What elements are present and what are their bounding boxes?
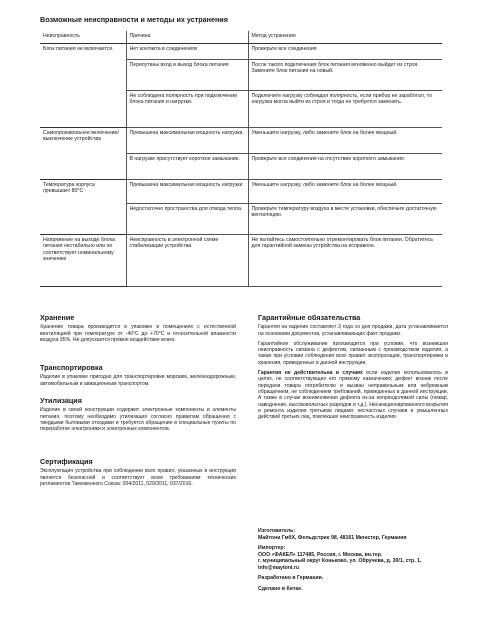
page-title: Возможные неисправности и методы их устранения <box>40 15 228 24</box>
header-fix: Метод устранения <box>248 31 442 43</box>
cause-cell: В нагрузке присутствует короткое замыкание. <box>126 153 248 179</box>
transport-text: Изделие в упаковке пригодно для транспортировки морским, железнодорожным, автомобильным и авиационным транспортом. <box>40 374 236 387</box>
table-row <box>40 179 442 203</box>
cause-cell: Превышена максимальная мощность нагрузки <box>126 179 248 203</box>
importer-address-line1: ООО «ФАКЕЛ» 117485, Россия, г. Москва, вн.тер. <box>258 551 383 558</box>
warranty-text-2: Гарантийное обслуживание производится при условии, что возникшая неисправность связана с дефектом, связанным с производством изделия, а также при условии соблюдения всех правил эксплуатации, транспортировки и хранения, приведенных в данной инструкции. <box>258 340 448 366</box>
transport-heading: Транспортировка <box>40 363 103 372</box>
fault-cell: Температура корпуса превышает 80°С <box>40 179 126 234</box>
importer-email: info@maytoni.ru <box>258 564 300 571</box>
storage-text: Хранение товара производится в упаковке в помещениях с естественной вентиляцией при температуре от -40°С до +70°С и относительной влажности воздуха 95%. Не допускается прямое воздействие влаги. <box>40 324 236 343</box>
certification-heading: Сертификация <box>40 457 93 466</box>
fix-cell: Проверьте все соединения на отсутствие короткого замыкания. <box>248 153 442 179</box>
table-row <box>40 234 442 286</box>
storage-heading: Хранение <box>40 313 75 322</box>
certification-text: Эксплуатация устройства при соблюдении всех правил, указанных в инструкции является безопасной и соответствует всем требованиям технических регламентов Таможенного Союза: 004/2011, 020/2011, 037/2016. <box>40 468 236 487</box>
manufacturer-address: Майтони ГмбХ, Фельдстрие 98, 48161 Мюнстер, Германия <box>258 534 407 541</box>
storage-section <box>40 315 236 347</box>
table-header-row <box>40 31 442 43</box>
warranty-exclusions-text: если изделие использовалось в целях, не соответствующих его прямому назначению; дефект возник после передачи товара потребителю и вызван неправильным или небрежным обращением, не соблюдением требований, приведенных в данной инструкции. А также в случае возникновения дефекта из-за непреодолимой силы (пожар, наводнение, высоковольтных разрядов и т.д.). Несанкционированного вскрытия и ремонта изделия третьими лицами; несчастных случаев и умышленных действий третьих лиц, повлекших неисправность изделия. <box>258 370 448 421</box>
warranty-text-1: Гарантия на изделие составляет 3 года со дня продажи, дата устанавливается на основании документов, устанавливающих факт продажи. <box>258 324 448 337</box>
fix-cell: Проверьте все соединения <box>248 43 442 59</box>
fault-cell: Напряжение на выходе блока питания нестабильно или не соответствует номинальному значению <box>40 234 126 286</box>
cause-cell: Превышена максимальная мощность нагрузки. <box>126 127 248 153</box>
made-in: Сделано в Китае. <box>258 585 303 592</box>
manufacturer-label: Изготовитель: <box>258 528 296 534</box>
fix-cell: Не пытайтесь самостоятельно отремонтировать блок питания. Обратитесь для гарантийной замены устройства на исправное. <box>248 234 442 286</box>
header-cause: Причина <box>126 31 248 43</box>
developed-in: Разработано в Германии. <box>258 575 324 581</box>
fix-cell: Подключите нагрузку соблюдая полярность, если прибор не заработал, то нагрузка могла выйти из строя и тогда ее требуется заменить. <box>248 90 442 127</box>
warranty-text-3 <box>258 370 448 420</box>
importer-address-line2: г. муниципальный округ Коньково, ул. Обручева, д. 30/1, стр. 1, <box>258 558 422 564</box>
disposal-section <box>40 398 236 436</box>
header-fault: Неисправность <box>40 31 126 43</box>
warranty-heading: Гарантийные обязательства <box>258 313 361 322</box>
certification-section <box>40 459 236 491</box>
transport-section <box>40 365 236 391</box>
cause-cell: Неисправность в электронной схеме стабилизации устройства <box>126 234 248 286</box>
warranty-exclusions-label: Гарантия не действительна в случаях <box>258 370 363 377</box>
cause-cell: Недостаточно пространства для отвода тепла. <box>126 203 248 234</box>
table-row <box>40 43 442 59</box>
cause-cell: Перепутаны вход и выход блока питания <box>126 59 248 90</box>
cause-cell: Не соблюдена полярность при подключении блока питания и нагрузки. <box>126 90 248 127</box>
importer-label: Импортер: <box>258 545 286 551</box>
fix-cell: После такого подключения блок питания мгновенно выйдет из строя. Замените блок питания на новый. <box>248 59 442 90</box>
cause-cell: Нет контакта в соединениях <box>126 43 248 59</box>
fix-cell: Уменьшите нагрузку, либо замените блок на более мощный. <box>248 127 442 153</box>
fault-cell: Блок питания не включается. <box>40 43 126 127</box>
disposal-text: Изделие в своей конструкции содержит электронные компоненты и элементы питания, поэтому необходимо утилизация согласно правилам обращения с твердыми бытовыми отходами и требуется обращение в специальные пункты по переработке электроники и электронных компонентов. <box>40 407 236 433</box>
fix-cell: Проверьте температуру воздуха в месте установки, обеспечьте достаточную вентиляцию. <box>248 203 442 234</box>
faults-table <box>40 31 442 287</box>
disposal-heading: Утилизация <box>40 396 82 405</box>
warranty-section <box>258 315 448 424</box>
fix-cell: Уменьшите нагрузку, либо замените блок на более мощный. <box>248 179 442 203</box>
fault-cell: Самопроизвольное включение/выключение устройства <box>40 127 126 179</box>
table-row <box>40 127 442 153</box>
manufacturer-block <box>258 528 448 596</box>
